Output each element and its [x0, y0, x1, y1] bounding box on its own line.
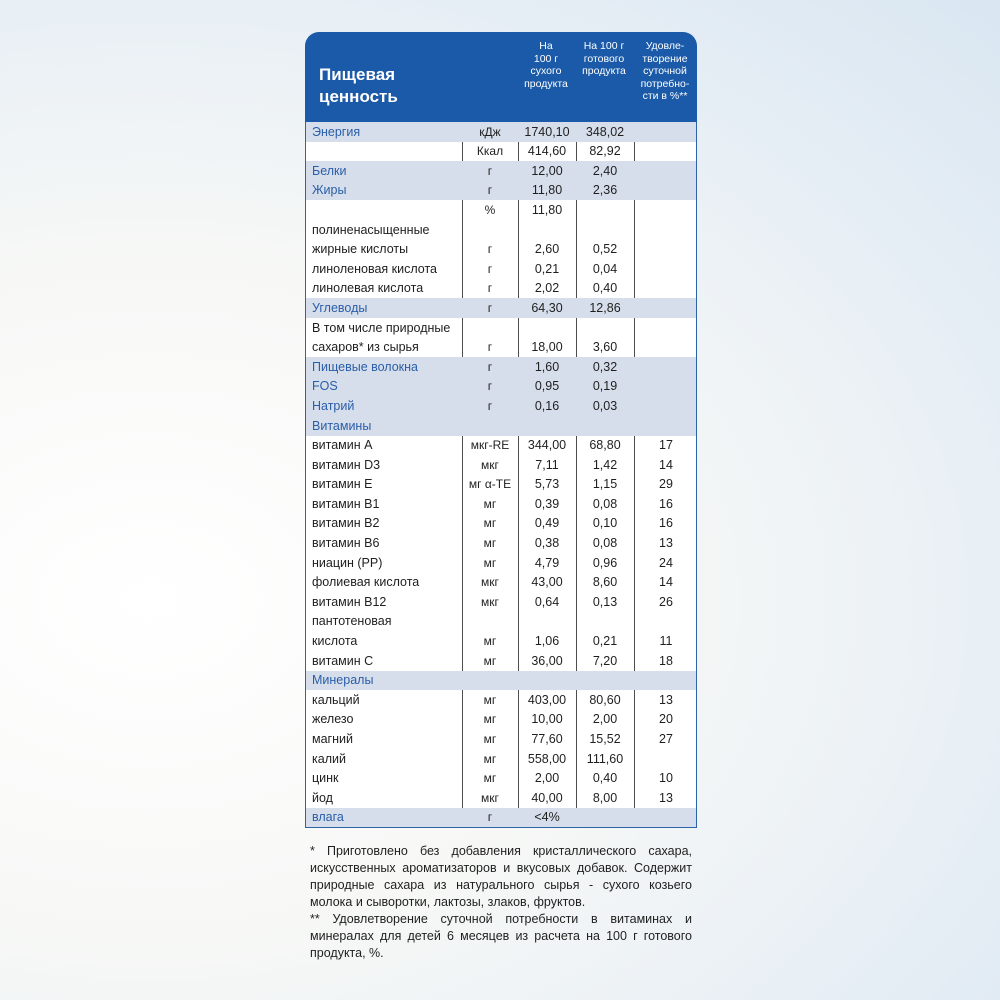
value-ready-cell: 111,60	[586, 751, 624, 766]
table-row	[306, 671, 696, 691]
nutrient-name: йод	[312, 790, 333, 805]
value-dry-cell: 0,49	[534, 516, 560, 531]
unit-cell: мкг-RE	[470, 438, 510, 453]
unit-cell: кДж	[479, 124, 501, 139]
unit-cell: мг	[483, 555, 497, 570]
nutrition-panel	[305, 32, 697, 828]
table-row	[306, 710, 696, 730]
nutrient-name: полиненасыщенные	[312, 222, 430, 237]
unit-cell: г	[487, 242, 493, 257]
unit-cell: мг	[483, 692, 497, 707]
daily-need-cell: 11	[659, 634, 673, 649]
nutrition-table	[305, 122, 697, 828]
value-ready-cell: 0,52	[592, 242, 618, 257]
table-row	[306, 808, 696, 828]
nutrient-name: ниацин (РР)	[312, 555, 383, 570]
title-line-1: Пищевая	[319, 65, 396, 84]
value-ready-cell: 82,92	[589, 144, 621, 159]
table-title	[319, 64, 398, 108]
header-dry-product: На 100 г сухого продукта	[524, 40, 568, 90]
value-dry-cell: 64,30	[531, 300, 563, 315]
unit-cell: мг	[483, 771, 497, 786]
daily-need-cell: 13	[659, 536, 673, 551]
nutrient-name: Натрий	[312, 398, 355, 413]
daily-need-cell: 13	[659, 790, 673, 805]
unit-cell: мг	[483, 653, 497, 668]
nutrient-name: магний	[312, 732, 353, 746]
nutrient-name: жирные кислоты	[312, 242, 409, 257]
value-ready-cell: 2,40	[592, 163, 618, 178]
value-dry-cell: 2,60	[534, 242, 560, 257]
value-dry-cell: 12,00	[531, 163, 563, 178]
nutrient-name: линоленовая кислота	[312, 261, 437, 276]
daily-need-cell: 20	[659, 712, 673, 727]
value-ready-cell: 0,03	[592, 398, 618, 413]
value-dry-cell: 4,79	[534, 555, 560, 570]
table-row	[306, 612, 696, 632]
value-dry-cell: 18,00	[531, 340, 563, 355]
table-row	[306, 533, 696, 553]
footnote-sugar: * Приготовлено без добавления кристаллического сахара, искусственных ароматизаторов и вкусовых добавок. Содержит природные сахара из натурального сырья - сухого козьего молока и сыворотки, лактозы, злаков, фруктов.	[310, 844, 692, 909]
value-dry-cell: 40,00	[531, 790, 563, 805]
daily-need-cell: 13	[659, 692, 673, 707]
value-ready-cell: 0,10	[592, 516, 618, 531]
table-row	[306, 298, 696, 318]
nutrient-name: витамин В2	[312, 516, 380, 531]
daily-need-cell: 14	[659, 575, 673, 590]
value-ready-cell: 348,02	[585, 124, 625, 139]
value-ready-cell: 0,40	[592, 771, 618, 786]
nutrient-name: Белки	[312, 163, 347, 178]
value-dry-cell: 403,00	[527, 692, 567, 707]
table-header	[305, 32, 697, 122]
nutrient-name: цинк	[312, 771, 339, 786]
value-dry-cell: 0,64	[534, 594, 560, 609]
value-dry-cell: 2,00	[534, 771, 560, 786]
value-dry-cell: <4%	[534, 810, 560, 825]
unit-cell: мг	[483, 712, 497, 727]
nutrient-name: Энергия	[312, 124, 361, 139]
footnote-daily-need: ** Удовлетворение суточной потребности в витаминах и минералах для детей 6 месяцев из расчета на 100 г готового продукта, %.	[310, 912, 692, 960]
value-ready-cell: 7,20	[592, 653, 618, 668]
table-row	[306, 769, 696, 789]
value-dry-cell: 7,11	[535, 457, 559, 472]
daily-need-cell: 16	[659, 516, 673, 531]
value-ready-cell: 0,04	[592, 261, 618, 276]
value-ready-cell: 2,00	[592, 712, 618, 727]
table-row	[306, 240, 696, 260]
value-ready-cell: 2,36	[592, 183, 618, 198]
daily-need-cell: 24	[659, 555, 673, 570]
value-dry-cell: 43,00	[531, 575, 563, 590]
nutrient-name: витамин А	[312, 438, 373, 453]
value-dry-cell: 0,16	[534, 398, 560, 413]
table-row	[306, 416, 696, 436]
value-dry-cell: 11,80	[531, 183, 563, 198]
unit-cell: г	[487, 261, 493, 276]
daily-need-cell: 10	[659, 771, 673, 786]
unit-cell: Ккал	[476, 144, 504, 159]
table-row	[306, 318, 696, 338]
nutrient-name: пантотеновая	[312, 614, 392, 629]
value-ready-cell: 12,86	[589, 300, 621, 315]
table-row	[306, 729, 696, 749]
table-row	[306, 377, 696, 397]
unit-cell: мкг	[481, 790, 499, 805]
value-ready-cell: 0,13	[592, 594, 618, 609]
value-dry-cell: 1740,10	[524, 124, 570, 139]
value-ready-cell: 0,21	[592, 634, 618, 649]
value-ready-cell: 0,96	[592, 555, 618, 570]
header-ready-product: На 100 г готового продукта	[582, 40, 626, 77]
footnotes	[310, 843, 692, 962]
table-row	[306, 788, 696, 808]
nutrient-name: Витамины	[312, 418, 372, 433]
table-row	[306, 631, 696, 651]
unit-cell: г	[487, 810, 493, 825]
unit-cell: мг	[483, 536, 497, 551]
unit-cell: г	[487, 359, 493, 374]
table-row	[306, 181, 696, 201]
value-dry-cell: 1,06	[534, 634, 560, 649]
nutrient-name: влага	[312, 810, 344, 825]
unit-cell: мг	[483, 516, 497, 531]
nutrient-name: кальций	[312, 692, 360, 707]
nutrient-name: Углеводы	[312, 300, 368, 315]
nutrient-name: витамин В1	[312, 496, 380, 511]
unit-cell: мг	[483, 634, 497, 649]
value-ready-cell: 3,60	[592, 340, 618, 355]
value-ready-cell: 1,42	[592, 457, 618, 472]
table-row	[306, 592, 696, 612]
table-row	[306, 338, 696, 358]
value-ready-cell: 0,32	[592, 359, 618, 374]
nutrient-name: железо	[312, 712, 354, 727]
title-line-2: ценность	[319, 87, 398, 106]
table-row	[306, 259, 696, 279]
header-daily-need: Удовле- творение суточной потребно- сти в %**	[640, 40, 690, 102]
unit-cell: мг	[483, 732, 497, 746]
nutrient-name: сахаров* из сырья	[312, 340, 419, 355]
unit-cell: г	[487, 379, 493, 394]
table-row	[306, 455, 696, 475]
value-dry-cell: 558,00	[527, 751, 567, 766]
nutrient-name: фолиевая кислота	[312, 575, 420, 590]
unit-cell: г	[487, 281, 493, 296]
value-dry-cell: 0,95	[534, 379, 560, 394]
value-ready-cell: 0,40	[592, 281, 618, 296]
unit-cell: мкг	[481, 575, 499, 590]
value-ready-cell: 8,00	[592, 790, 618, 805]
unit-cell: г	[487, 300, 493, 315]
nutrient-name: витамин С	[312, 653, 374, 668]
value-dry-cell: 414,60	[527, 144, 567, 159]
daily-need-cell: 29	[659, 477, 673, 492]
nutrient-name: витамин Е	[312, 477, 373, 492]
unit-cell: мкг	[481, 594, 499, 609]
table-row	[306, 396, 696, 416]
daily-need-cell: 26	[659, 594, 673, 609]
value-dry-cell: 2,02	[534, 281, 560, 296]
value-dry-cell: 10,00	[531, 712, 563, 727]
unit-cell: г	[487, 163, 493, 178]
nutrient-name: FOS	[312, 379, 338, 394]
nutrient-name: кислота	[312, 634, 358, 649]
table-row	[306, 357, 696, 377]
value-dry-cell: 0,39	[534, 496, 560, 511]
nutrient-name: витамин D3	[312, 457, 381, 472]
unit-cell: мг	[483, 751, 497, 766]
nutrient-name: витамин В12	[312, 594, 387, 609]
value-dry-cell: 1,60	[534, 359, 560, 374]
daily-need-cell: 27	[659, 732, 673, 746]
table-row	[306, 142, 696, 162]
table-row	[306, 514, 696, 534]
nutrient-name: Пищевые волокна	[312, 359, 418, 374]
table-row	[306, 475, 696, 495]
table-row	[306, 161, 696, 181]
value-ready-cell: 80,60	[589, 692, 621, 707]
nutrient-name: Минералы	[312, 673, 374, 688]
value-dry-cell: 36,00	[531, 653, 563, 668]
table-row	[306, 279, 696, 299]
value-dry-cell: 0,38	[534, 536, 560, 551]
value-ready-cell: 15,52	[589, 732, 621, 746]
unit-cell: г	[487, 340, 493, 355]
unit-cell: г	[487, 183, 493, 198]
nutrient-name: линолевая кислота	[312, 281, 424, 296]
value-dry-cell: 77,60	[531, 732, 563, 746]
daily-need-cell: 16	[659, 496, 673, 511]
table-row	[306, 651, 696, 671]
table-row	[306, 122, 696, 142]
table-row	[306, 553, 696, 573]
value-dry-cell: 11,80	[531, 202, 563, 217]
unit-cell: г	[487, 398, 493, 413]
nutrient-name: В том числе природные	[312, 320, 451, 335]
value-ready-cell: 0,19	[592, 379, 618, 394]
unit-cell: мг	[483, 496, 497, 511]
table-row	[306, 494, 696, 514]
value-ready-cell: 8,60	[592, 575, 618, 590]
nutrient-name: Жиры	[312, 183, 347, 198]
nutrient-name: витамин В6	[312, 536, 380, 551]
nutrient-name: калий	[312, 751, 346, 766]
table-row	[306, 573, 696, 593]
table-row	[306, 436, 696, 456]
value-ready-cell: 0,08	[592, 496, 618, 511]
table-row	[306, 749, 696, 769]
table-row	[306, 200, 696, 220]
value-ready-cell: 1,15	[592, 477, 618, 492]
value-dry-cell: 344,00	[527, 438, 567, 453]
table-row	[306, 690, 696, 710]
value-ready-cell: 0,08	[592, 536, 618, 551]
daily-need-cell: 14	[659, 457, 673, 472]
unit-cell: %	[484, 202, 496, 217]
unit-cell: мг α-TE	[468, 477, 512, 492]
unit-cell: мкг	[481, 457, 499, 472]
value-dry-cell: 0,21	[534, 261, 560, 276]
value-dry-cell: 5,73	[534, 477, 560, 492]
value-ready-cell: 68,80	[589, 438, 621, 453]
table-row	[306, 220, 696, 240]
daily-need-cell: 17	[659, 438, 673, 453]
daily-need-cell: 18	[659, 653, 673, 668]
